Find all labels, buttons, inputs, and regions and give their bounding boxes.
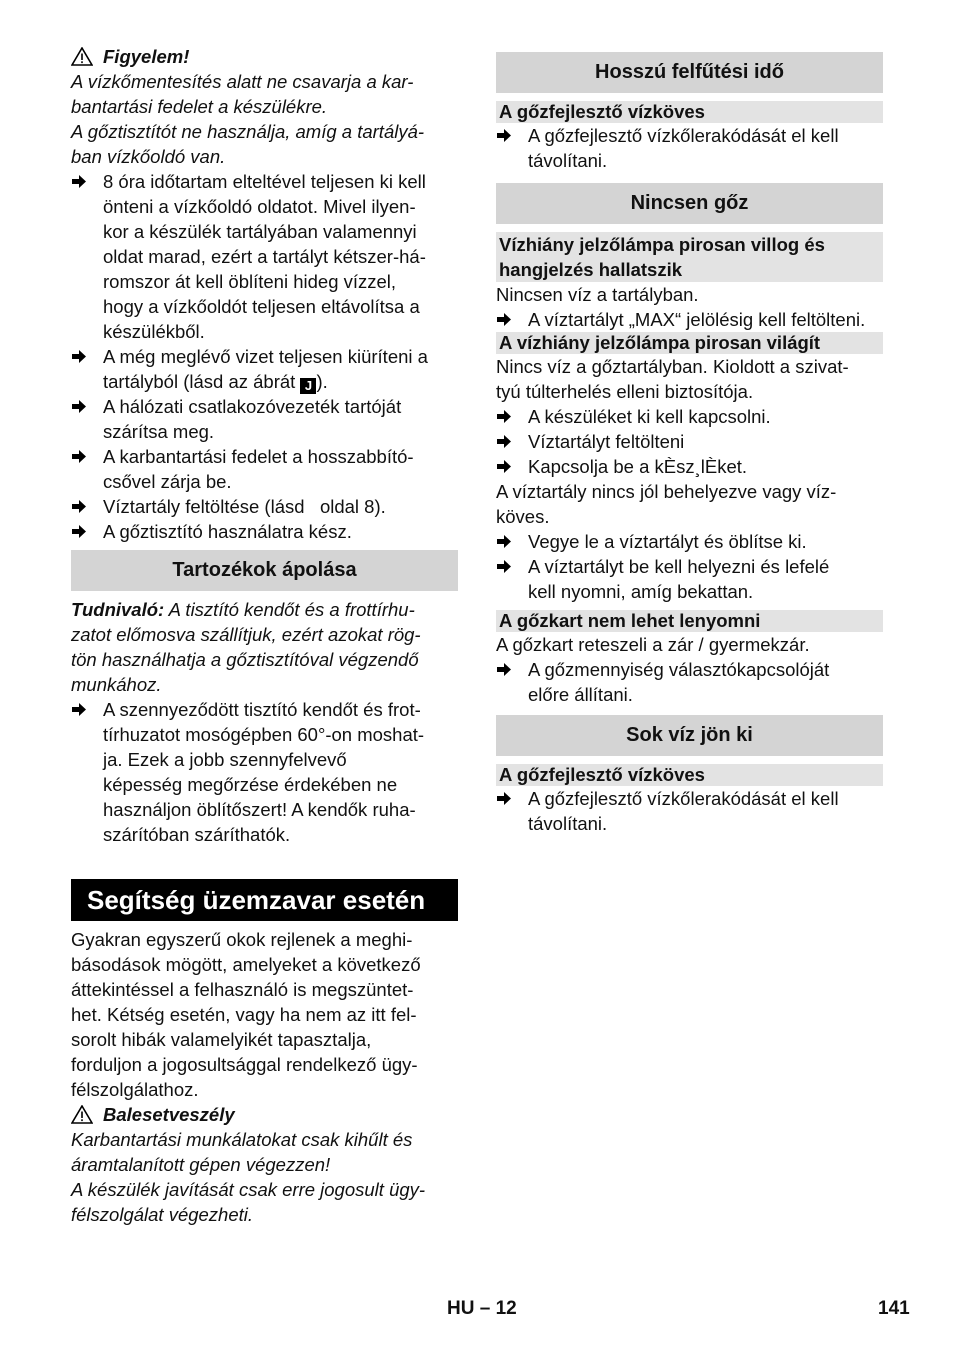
paragraph: A víztartály nincs jól behelyezve vagy víz- köves. xyxy=(496,481,837,527)
list-item: Víztartályt feltölteni xyxy=(496,429,883,454)
arrow-right-icon xyxy=(71,174,87,189)
arrow-right-icon xyxy=(71,499,87,514)
arrow-right-icon xyxy=(496,128,512,143)
list-item: Vegye le a víztartályt és öblítse ki. xyxy=(496,529,883,554)
arrow-right-icon xyxy=(71,702,87,717)
danger-text: Karbantartási munkálatokat csak kihűlt és áramtalanított gépen végezzen! A készülék javítását csak erre jogosult ügy- félszolgálat végezheti. xyxy=(71,1129,426,1225)
list-item: A szennyeződött tisztító kendőt és frot- tírhuzatot mosógépben 60°-on moshat- ja. Ezek a jobb szennyfelvevő képesség megőrzése érdekében ne használjon öblítőszert! A kendők ruha- szárítóban száríthatók. xyxy=(71,697,458,847)
subheading: A gőzfejlesztő vízköves xyxy=(496,764,883,786)
arrow-right-icon xyxy=(496,459,512,474)
arrow-right-icon xyxy=(496,534,512,549)
arrow-right-icon xyxy=(496,312,512,327)
list-item: A gőzmennyiség választókapcsolóját előre állítani. xyxy=(496,657,883,707)
list-item: A készüléket ki kell kapcsolni. xyxy=(496,404,883,429)
subheading: A gőzkart nem lehet lenyomni xyxy=(496,610,883,632)
warning-title: Figyelem! xyxy=(103,46,190,67)
list-item: 8 óra időtartam elteltével teljesen ki kell önteni a vízkőoldó oldatot. Mivel ilyen- kor a készülék tartályában valamennyi oldat marad, ezért a tartályt kétszer-há- romszor át kell öblíteni hideg vízzel, hogy a vízkőoldót teljesen eltávolítsa a készülékből. xyxy=(71,169,458,344)
warning-text: A vízkőmentesítés alatt ne csavarja a kar- bantartási fedelet a készülékre. A gőztisztítót ne használja, amíg a tartályá- ban vízkőoldó van. xyxy=(71,71,425,167)
list-item: A még meglévő vizet teljesen kiüríteni a tartályból (lásd az ábrát J ). xyxy=(71,344,458,394)
list-item: A gőztisztító használatra kész. xyxy=(71,519,458,544)
subheading: Vízhiány jelzőlámpa pirosan villog és hangjelzés hallatszik xyxy=(496,232,883,282)
list-item: A víztartályt be kell helyezni és lefelé kell nyomni, amíg bekattan. xyxy=(496,554,883,604)
section-heading-too-much-water: Sok víz jön ki xyxy=(496,715,883,756)
left-column xyxy=(71,44,458,1227)
arrow-right-icon xyxy=(71,524,87,539)
danger-title: Balesetveszély xyxy=(103,1104,235,1125)
section-heading-troubleshooting: Segítség üzemzavar esetén xyxy=(71,879,458,921)
note-text: Tudnivaló: A tisztító kendőt és a frottírhu- zatot előmosva szállítjuk, ezért azokat rög- tön használhatja a gőztisztítóval végzendő munkához. xyxy=(71,599,421,695)
danger-heading xyxy=(71,1102,458,1127)
paragraph: Nincsen víz a tartályban. xyxy=(496,284,699,305)
arrow-right-icon xyxy=(71,349,87,364)
subheading: A gőzfejlesztő vízköves xyxy=(496,101,883,123)
section-heading-heating: Hosszú felfűtési idő xyxy=(496,52,883,93)
section-heading-care: Tartozékok ápolása xyxy=(71,550,458,591)
arrow-right-icon xyxy=(496,434,512,449)
right-column xyxy=(496,52,883,836)
warning-icon xyxy=(71,47,93,66)
arrow-right-icon xyxy=(496,791,512,806)
intro-text: Gyakran egyszerű okok rejlenek a meghi- básodások mögött, amelyeket a következő áttekintéssel a felhasználó is megszüntet- het. Kétség esetén, vagy ha nem az itt fel- sorolt hibák valamelyikét tapasztalja, forduljon a jogosultsággal rendelkező ügy- félszolgálathoz. xyxy=(71,929,421,1100)
arrow-right-icon xyxy=(496,662,512,677)
arrow-right-icon xyxy=(71,449,87,464)
arrow-right-icon xyxy=(71,399,87,414)
arrow-right-icon xyxy=(496,409,512,424)
list-item: A gőzfejlesztő vízkőlerakódását el kell távolítani. xyxy=(496,786,883,836)
list-item: A víztartályt „MAX“ jelölésig kell feltölteni. xyxy=(496,307,883,332)
page-number: 141 xyxy=(878,1298,910,1319)
warning-icon xyxy=(71,1105,93,1124)
paragraph: Nincs víz a gőztartályban. Kioldott a szivat- tyú túlterhelés elleni biztosítója. xyxy=(496,356,849,402)
list-item: Kapcsolja be a kÈsz¸lÈket. xyxy=(496,454,883,479)
list-item: A karbantartási fedelet a hosszabbító- csővel zárja be. xyxy=(71,444,458,494)
subheading: A vízhiány jelzőlámpa pirosan világít xyxy=(496,332,883,354)
paragraph: A gőzkart reteszeli a zár / gyermekzár. xyxy=(496,634,810,655)
figure-ref-icon: J xyxy=(300,378,316,394)
arrow-right-icon xyxy=(496,559,512,574)
list-item: A gőzfejlesztő vízkőlerakódását el kell távolítani. xyxy=(496,123,883,173)
warning-heading xyxy=(71,44,458,69)
list-item: Víztartály feltöltése (lásd oldal 8). xyxy=(71,494,458,519)
section-heading-no-steam: Nincsen gőz xyxy=(496,183,883,224)
footer-section-label: HU – 12 xyxy=(447,1298,517,1319)
list-item: A hálózati csatlakozóvezeték tartóját szárítsa meg. xyxy=(71,394,458,444)
